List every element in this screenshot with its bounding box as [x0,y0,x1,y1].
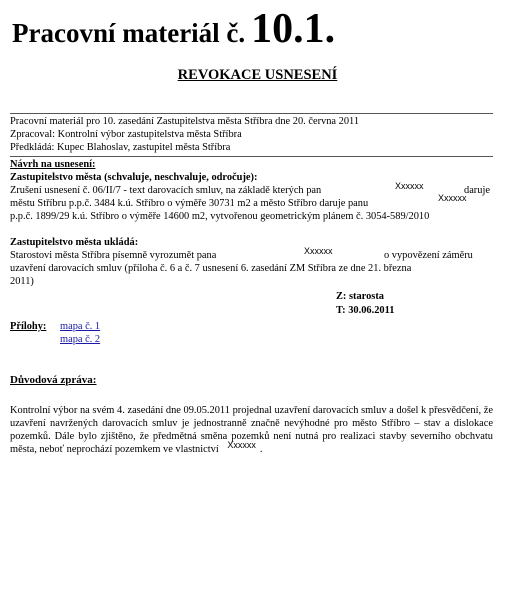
task-line-1 [10,246,493,262]
reason-heading: Důvodová zpráva: [10,374,97,386]
task-line-2: uzavření darovacích smluv (příloha č. 6 a č. 7 usnesení 6. zasedání ZM Stříbra ze dne 21. března [10,263,412,274]
attachments-heading: Přílohy: [10,321,47,332]
proposal-line-3: p.p.č. 1899/29 k.ú. Stříbro o výměře 14600 m2, vytvořenou geometrickým plánem č. 3054-589/2010 [10,211,430,222]
info-section [10,113,493,157]
deadline: T: 30.06.2011 [336,305,395,316]
proposal-heading: Návrh na usnesení: [10,159,96,170]
task-line-1-text: Starostovi města Stříbra písemně vyrozumět pana [10,250,217,261]
page-title [12,8,335,50]
reason-text [10,404,493,456]
proposal-section [10,158,493,223]
proposal-subheading-1: Zastupitelstvo města (schvaluje, neschvaluje, odročuje): [10,172,258,183]
attachment-link-map-2[interactable]: mapa č. 2 [60,334,101,345]
redacted-name-2: Xxxxxx [438,193,467,203]
proposal-subheading-2: Zastupitelstvo města ukládá: [10,237,139,248]
info-line-author: Zpracoval: Kontrolní výbor zastupitelstva města Stříbra [10,129,242,140]
title-text: Pracovní materiál č. [12,18,246,48]
attachment-link-map-1[interactable]: mapa č. 1 [60,321,101,332]
info-line-presenter: Předkládá: Kupec Blahoslav, zastupitel města Stříbra [10,142,231,153]
redacted-name-3: Xxxxxx [304,246,333,256]
proposal-line-1-text: Zrušení usnesení č. 06/II/7 - text darovacích smluv, na základě kterých pan [10,185,322,196]
task-line-3: 2011) [10,276,34,287]
task-line-1-end: o vypovězení záměru [384,250,473,261]
redacted-name-4: Xxxxxx [227,440,256,450]
title-number: 10.1. [251,6,336,52]
redacted-name-1: Xxxxxx [395,181,424,191]
task-section [10,236,493,288]
reason-end-period: . [259,444,263,455]
proposal-line-2-text: městu Stříbru p.p.č. 3484 k.ú. Stříbro o výměře 30731 m2 a město Stříbro daruje panu [10,198,369,209]
proposal-line-1-end: daruje [464,185,490,196]
reason-body: Kontrolní výbor na svém 4. zasedání dne 09.05.2011 projednal uzavření darovacích smluv a došel k přesvědčení, že uzavření navržených darovacích smluv je jednostranně značně nevýhodné pro město Stříbro – stav a dislokace pozemků. Dále bylo zjištěno, že předmětná směna pozemků není nutná pro realizaci stavby severního obchvatu města, neboť neprochází pozemkem ve vlastnictví [10,405,493,455]
responsible-person: Z: starosta [336,291,385,302]
document-subtitle: REVOKACE USNESENÍ [177,67,338,83]
proposal-line-1 [10,181,493,197]
proposal-line-2 [10,193,493,210]
attachments-label [10,320,46,333]
info-line-meeting: Pracovní materiál pro 10. zasedání Zastupitelstva města Stříbra dne 20. června 2011 [10,116,360,127]
